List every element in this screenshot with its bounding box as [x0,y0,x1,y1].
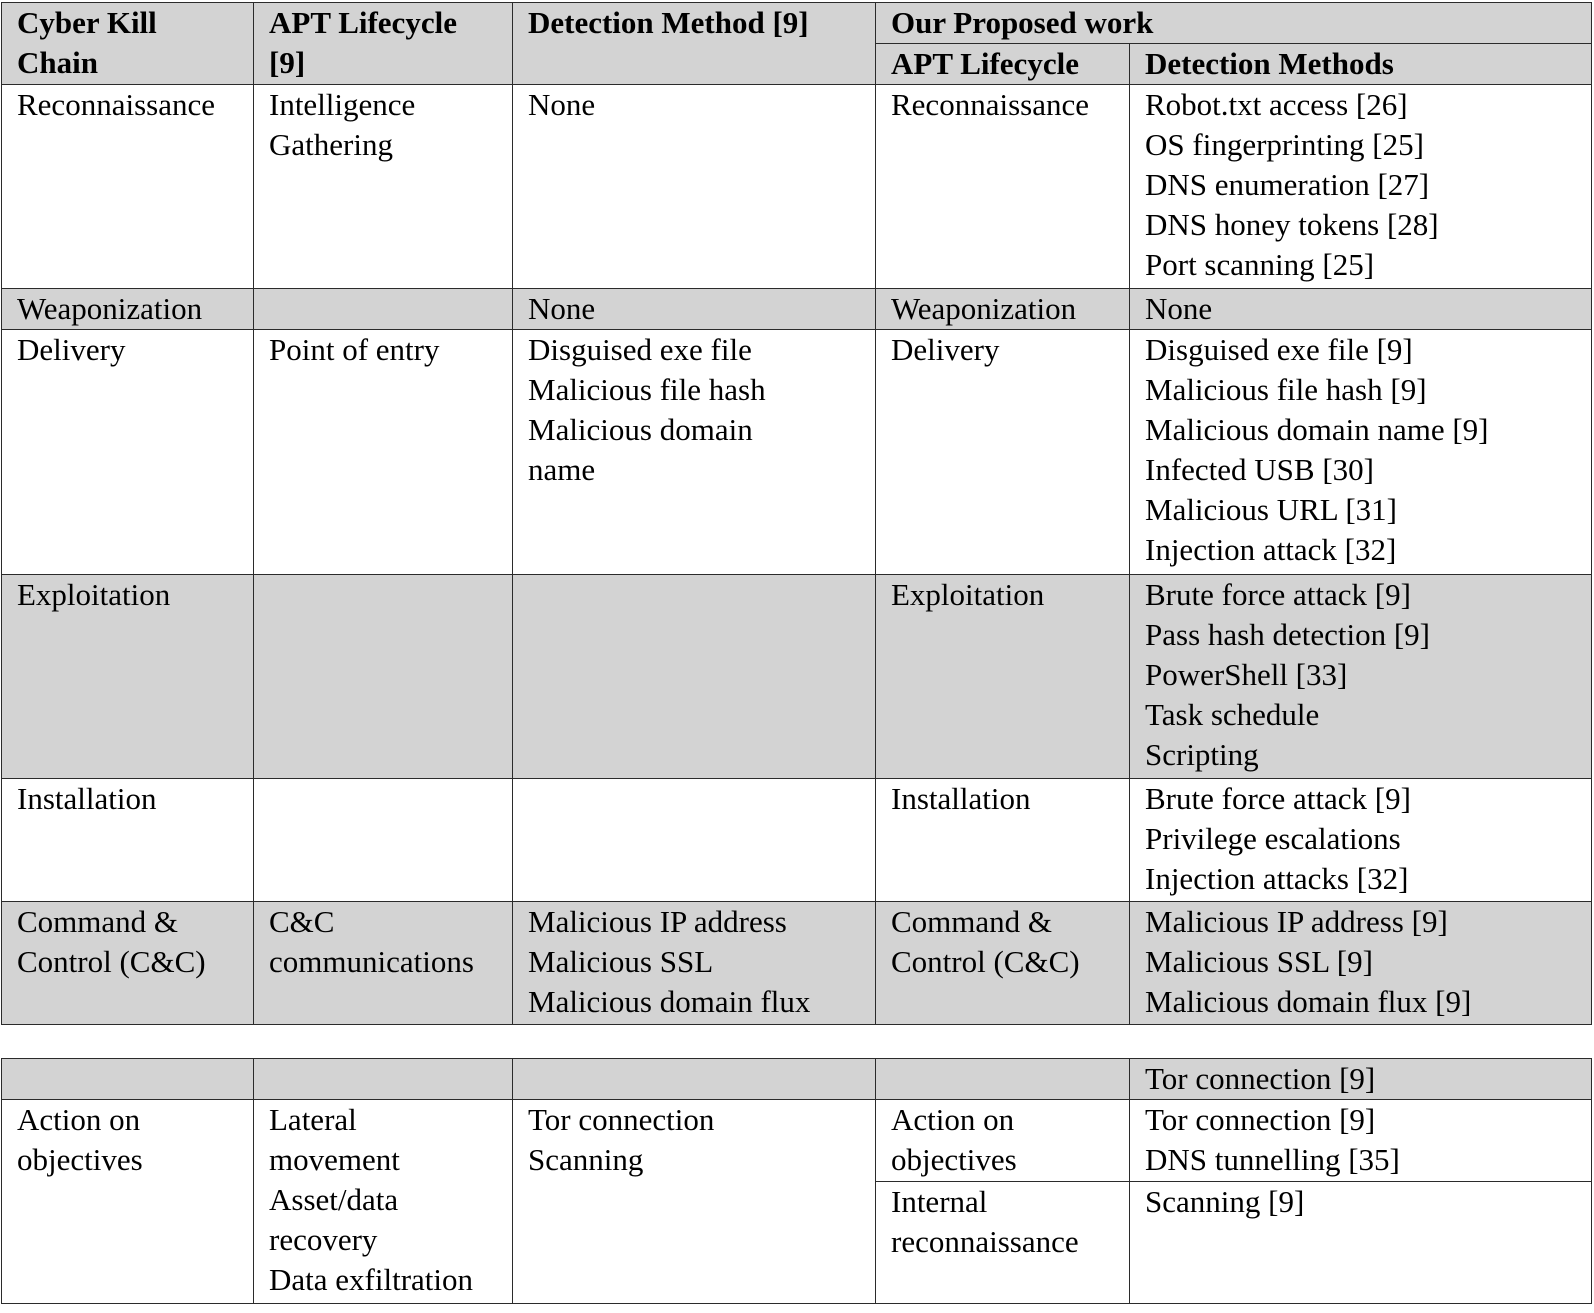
apt-lifecycle-cell [254,1059,513,1100]
detection-method-cell: None [513,289,876,330]
table-row [2,779,1592,902]
proposed-lifecycle-cell: Action on objectives [876,1100,1130,1182]
proposed-methods-cell: Brute force attack [9] Pass hash detection [9] PowerShell [33] Task schedule Scripting [1130,575,1592,779]
stage-cell: Installation [2,779,254,902]
header-detection-method: Detection Method [9] [513,3,876,85]
stage-cell: Reconnaissance [2,85,254,289]
proposed-lifecycle-cell: Reconnaissance [876,85,1130,289]
proposed-methods-cell: Brute force attack [9] Privilege escalations Injection attacks [32] [1130,779,1592,902]
apt-lifecycle-cell: C&C communications [254,902,513,1025]
proposed-lifecycle-cell [876,1059,1130,1100]
proposed-methods-cell: Scanning [9] [1130,1182,1592,1304]
table-row [2,330,1592,575]
apt-lifecycle-cell: Point of entry [254,330,513,575]
proposed-lifecycle-cell: Command & Control (C&C) [876,902,1130,1025]
stage-cell [2,1059,254,1100]
stage-cell: Weaponization [2,289,254,330]
apt-lifecycle-cell [254,575,513,779]
detection-method-cell [513,575,876,779]
proposed-methods-cell: Tor connection [9] [1130,1059,1592,1100]
header-cyber-kill-chain: Cyber Kill Chain [2,3,254,85]
table-row [2,575,1592,779]
proposed-lifecycle-cell: Internal reconnaissance [876,1182,1130,1304]
proposed-lifecycle-cell: Delivery [876,330,1130,575]
proposed-methods-cell: Disguised exe file [9] Malicious file hash [9] Malicious domain name [9] Infected USB [30] Malicious URL [31] Injection attack [32] [1130,330,1592,575]
header-proposed-detection-methods: Detection Methods [1130,44,1592,85]
detection-method-cell: Disguised exe file Malicious file hash Malicious domain name [513,330,876,575]
detection-method-cell: Malicious IP address Malicious SSL Malicious domain flux [513,902,876,1025]
proposed-lifecycle-cell: Weaponization [876,289,1130,330]
kill-chain-table-continued [1,1058,1592,1304]
proposed-methods-cell: Malicious IP address [9] Malicious SSL [9] Malicious domain flux [9] [1130,902,1592,1025]
proposed-lifecycle-cell: Exploitation [876,575,1130,779]
apt-lifecycle-cell: Lateral movement Asset/data recovery Data exfiltration [254,1100,513,1304]
proposed-methods-cell: None [1130,289,1592,330]
stage-cell: Delivery [2,330,254,575]
header-our-proposed-work: Our Proposed work [876,3,1592,44]
table-row [2,289,1592,330]
table-row [2,1059,1592,1100]
stage-cell: Action on objectives [2,1100,254,1304]
detection-method-cell: Tor connection Scanning [513,1100,876,1304]
table-row [2,1100,1592,1182]
header-apt-lifecycle: APT Lifecycle [9] [254,3,513,85]
detection-method-cell [513,779,876,902]
apt-lifecycle-cell [254,779,513,902]
header-proposed-apt-lifecycle: APT Lifecycle [876,44,1130,85]
proposed-lifecycle-cell: Installation [876,779,1130,902]
page-break-gap [0,1040,1594,1058]
apt-lifecycle-cell: Intelligence Gathering [254,85,513,289]
table-row [2,85,1592,289]
apt-lifecycle-cell [254,289,513,330]
stage-cell: Command & Control (C&C) [2,902,254,1025]
stage-cell: Exploitation [2,575,254,779]
detection-method-cell: None [513,85,876,289]
proposed-methods-cell: Tor connection [9] DNS tunnelling [35] [1130,1100,1592,1182]
kill-chain-table [1,2,1592,1025]
detection-method-cell [513,1059,876,1100]
table-row [2,902,1592,1025]
proposed-methods-cell: Robot.txt access [26] OS fingerprinting [25] DNS enumeration [27] DNS honey tokens [28] Port scanning [25] [1130,85,1592,289]
